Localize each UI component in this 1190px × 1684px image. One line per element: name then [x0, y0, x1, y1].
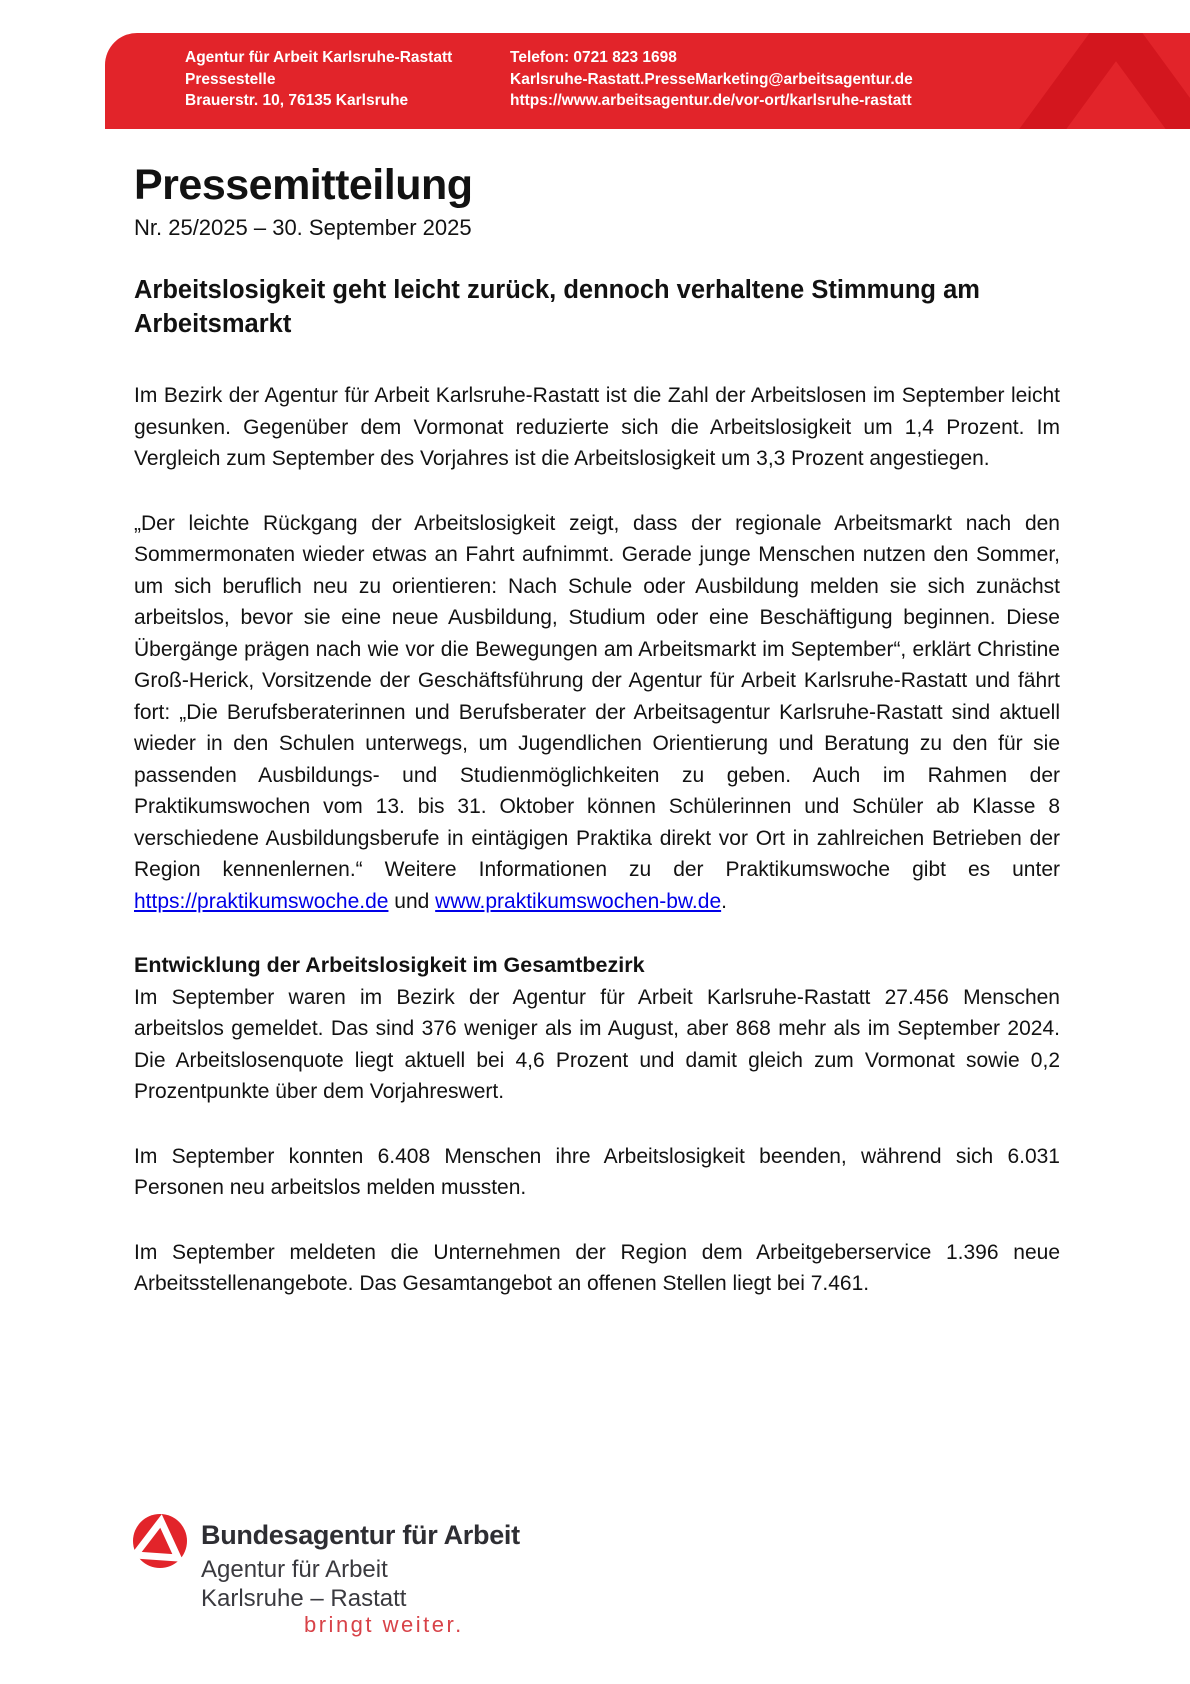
- ba-logo-icon: [129, 1512, 189, 1572]
- page-title: Pressemitteilung: [134, 161, 473, 209]
- body-copy: [134, 380, 1060, 1300]
- paragraph-jobs: Im September meldeten die Unternehmen der Region dem Arbeitgeberservice 1.396 neue Arbeitsstellenangebote. Das Gesamtangebot an offenen Stellen liegt bei 7.461.: [134, 1240, 1060, 1295]
- header-contact-column: [510, 47, 913, 112]
- footer-agency-name: [201, 1556, 406, 1613]
- header-contact-block: [185, 47, 1190, 112]
- praktikumswochen-bw-link[interactable]: www.praktikumswochen-bw.de: [435, 889, 722, 913]
- paragraph-flows: Im September konnten 6.408 Menschen ihre Arbeitslosigkeit beenden, während sich 6.031 Personen neu arbeitslos melden mussten.: [134, 1144, 1060, 1199]
- header-banner: [105, 33, 1190, 129]
- paragraph-quote: [134, 508, 1060, 918]
- section-heading-gesamtbezirk: Entwicklung der Arbeitslosigkeit im Gesamtbezirk: [134, 953, 645, 977]
- footer-slogan: bringt weiter.: [304, 1612, 464, 1637]
- header-phone: Telefon: 0721 823 1698: [510, 49, 677, 66]
- paragraph-statistics: Im September waren im Bezirk der Agentur für Arbeit Karlsruhe-Rastatt 27.456 Menschen arbeitslos gemeldet. Das sind 376 weniger als im August, aber 868 mehr als im September 2024. Die Arbeitslosenquote liegt aktuell bei 4,6 Prozent und damit gleich zum Vormonat sowie 0,2 Prozentpunkte über dem Vorjahreswert.: [134, 985, 1060, 1103]
- quote-text: „Der leichte Rückgang der Arbeitslosigkeit zeigt, dass der regionale Arbeitsmarkt nach den Sommermonaten wieder etwas an Fahrt aufnimmt. Gerade junge Menschen nutzen den Sommer, um sich beruflich neu zu orientieren: Nach Schule oder Ausbildung melden sie sich zunächst arbeitslos, bevor sie eine neue Ausbildung, Studium oder eine Beschäftigung beginnen. Diese Übergänge prägen nach wie vor die Bewegungen am Arbeitsmarkt im September“, erklärt Christine Groß-Herick, Vorsitzende der Geschäftsführung der Agentur für Arbeit Karlsruhe-Rastatt und fährt fort: „Die Berufsberaterinnen und Berufsberater der Arbeitsagentur Karlsruhe-Rastatt sind aktuell wieder in den Schulen unterwegs, um Jugendlichen Orientierung und Beratung zu den für sie passenden Ausbildungs- und Studienmöglichkeiten zu geben. Auch im Rahmen der Praktikumswochen vom 13. bis 31. Oktober können Schülerinnen und Schüler ab Klasse 8 verschiedene Ausbildungsberufe in eintägigen Praktika direkt vor Ort in zahlreichen Betrieben der Region kennenlernen.“ Weitere Informationen zu der Praktikumswoche gibt es unter: [134, 511, 1060, 881]
- header-department: Pressestelle: [185, 70, 276, 88]
- document-body: [134, 162, 1060, 1333]
- header-email: Karlsruhe-Rastatt.PresseMarketing@arbeitsagentur.de: [510, 70, 913, 88]
- header-address-column: [185, 47, 510, 112]
- header-website: https://www.arbeitsagentur.de/vor-ort/karlsruhe-rastatt: [510, 92, 912, 109]
- header-agency-name: Agentur für Arbeit Karlsruhe-Rastatt: [185, 49, 453, 66]
- footer-agency-line2: Karlsruhe – Rastatt: [201, 1584, 407, 1612]
- header-street-address: Brauerstr. 10, 76135 Karlsruhe: [185, 92, 409, 109]
- paragraph-intro: Im Bezirk der Agentur für Arbeit Karlsruhe-Rastatt ist die Zahl der Arbeitslosen im September leicht gesunken. Gegenüber dem Vormonat reduzierte sich die Arbeitslosigkeit um 1,4 Prozent. Im Vergleich zum September des Vorjahres ist die Arbeitslosigkeit um 3,3 Prozent angestiegen.: [134, 384, 1060, 470]
- headline: Arbeitslosigkeit geht leicht zurück, dennoch verhaltene Stimmung am Arbeitsmarkt: [134, 276, 980, 338]
- footer-agency-line1: Agentur für Arbeit: [201, 1556, 388, 1583]
- footer-brand-name: Bundesagentur für Arbeit: [201, 1520, 520, 1550]
- release-number-date: Nr. 25/2025 – 30. September 2025: [134, 215, 472, 240]
- quote-period: .: [721, 889, 727, 913]
- quote-connector: und: [388, 889, 436, 913]
- praktikumswoche-link[interactable]: https://praktikumswoche.de: [134, 889, 389, 913]
